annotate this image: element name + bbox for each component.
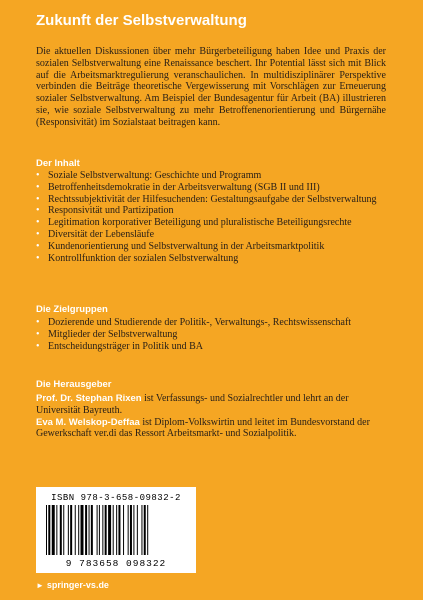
- list-item: • Soziale Selbstverwaltung: Geschichte und Programm: [36, 170, 386, 182]
- barcode-bar: [147, 505, 148, 555]
- editor-name: Eva M. Welskop-Deffaa: [36, 416, 140, 428]
- editor-text: ist Diplom-Volkswirtin und leitet im Bundesvorstand der Gewerkschaft ver.di das Ressort Arbeitsmarkt- und Sozialpolitik.: [36, 416, 370, 440]
- list-item: • Legitimation korporativer Beteiligung und pluralistische Beteiligungsrechte: [36, 217, 386, 229]
- barcode-bar: [137, 505, 138, 555]
- website-link[interactable]: springer-vs.de: [46, 580, 109, 590]
- list-item: • Responsivität und Partizipation: [36, 205, 386, 217]
- editor-bio: [36, 417, 386, 441]
- barcode-bar: [91, 505, 93, 555]
- contents-list: [36, 170, 386, 264]
- barcode-bar: [52, 505, 55, 555]
- barcode-bar: [68, 505, 69, 555]
- list-item: • Diversität der Lebensläufe: [36, 229, 386, 241]
- barcode-bar: [99, 505, 100, 555]
- list-item: • Mitglieder der Selbstverwaltung: [36, 329, 386, 341]
- barcode-bar: [105, 505, 107, 555]
- barcode-bar: [144, 505, 146, 555]
- isbn-number: ISBN 978-3-658-09832-2: [51, 493, 181, 503]
- barcode-bar: [141, 505, 142, 555]
- barcode-bar: [75, 505, 76, 555]
- barcode-bar: [130, 505, 132, 555]
- arrow-right-icon: ►: [36, 580, 44, 590]
- barcode-bar: [46, 505, 47, 555]
- editors-heading: Die Herausgeber: [36, 379, 112, 390]
- editor-name: Prof. Dr. Stephan Rixen: [36, 393, 142, 404]
- barcode-bar: [48, 505, 50, 555]
- editor-text: ist Verfassungs- und Sozialrechtler und lehrt an der Universität Bayreuth.: [36, 393, 349, 416]
- barcode-bar: [60, 505, 62, 555]
- barcode-bar: [63, 505, 64, 555]
- barcode-bar: [56, 505, 57, 555]
- editors-block: [36, 393, 386, 440]
- barcode-bar: [70, 505, 72, 555]
- book-title: Zukunft der Selbstverwaltung: [36, 12, 247, 29]
- list-item: • Kontrollfunktion der sozialen Selbstverwaltung: [36, 253, 386, 265]
- barcode-bar: [89, 505, 90, 555]
- barcode-bar: [133, 505, 134, 555]
- publisher-website[interactable]: [36, 580, 236, 590]
- audience-list: [36, 317, 386, 352]
- list-item: • Rechtssubjektivität der Hilfesuchenden: Gestaltungsaufgabe der Selbstverwaltung: [36, 194, 386, 206]
- audience-heading: Die Zielgruppen: [36, 304, 108, 315]
- ean-digits: 9 783658 098322: [65, 558, 167, 569]
- barcode-bar: [97, 505, 98, 555]
- barcode-bar: [78, 505, 79, 555]
- barcode-bar: [123, 505, 124, 555]
- editor-bio: [36, 393, 386, 417]
- barcode-bar: [102, 505, 103, 555]
- barcode-box: [36, 487, 196, 573]
- list-item: • Betroffenheitsdemokratie in der Arbeitsverwaltung (SGB II und III): [36, 182, 386, 194]
- list-item: • Dozierende und Studierende der Politik-, Verwaltungs-, Rechtswissenschaft: [36, 317, 386, 329]
- barcode-bar: [116, 505, 117, 555]
- barcode-bar: [85, 505, 87, 555]
- barcode-bar: [108, 505, 111, 555]
- barcode-bar: [118, 505, 120, 555]
- list-item: • Entscheidungsträger in Politik und BA: [36, 341, 386, 353]
- barcode-bar: [113, 505, 114, 555]
- barcode-icon: [46, 505, 186, 555]
- list-item: • Kundenorientierung und Selbstverwaltung in der Arbeitsmarktpolitik: [36, 241, 386, 253]
- barcode-bar: [81, 505, 84, 555]
- barcode-bar: [128, 505, 129, 555]
- contents-heading: Der Inhalt: [36, 158, 80, 169]
- intro-paragraph: Die aktuellen Diskussionen über mehr Bürgerbeteiligung haben Idee und Praxis der sozialen Selbstverwaltung eine Renaissance beschert. Ihr Potential lässt sich mit Blick auf die Arbeitsmarktregulierung veranschaulichen. In multidisziplinärer Perspektive verbinden die Beiträge theoretische Vergewisserung mit Vorschlägen zur Erneuerung sozialer Selbstverwaltung. Am Beispiel der Bundesagentur für Arbeit (BA) illustrieren sie, wie soziale Selbstverwaltung zu mehr Betroffenenorientierung und Bürgernähe (Responsivität) im Sozialstaat beitragen kann.: [36, 46, 386, 128]
